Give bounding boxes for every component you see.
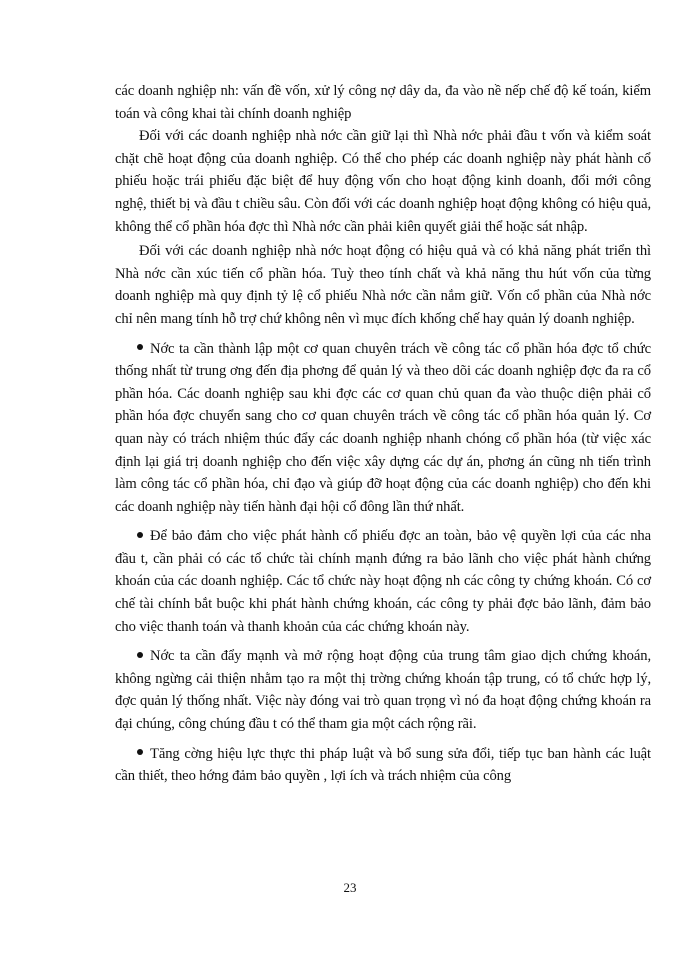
paragraph-state-enterprises-retained: Đối với các doanh nghiệp nhà nớc cần giữ lại thì Nhà nớc phải đầu t vốn và kiểm soát chặt chẽ hoạt động của doanh nghiệp. Có thể cho phép các doanh nghiệp này phát hành cổ phiếu hoặc trái phiếu đặc biệt để huy động vốn cho hoạt động kinh doanh, đổi mới công nghệ, thiết bị và đầu t chiều sâu. Còn đối với các doanh nghiệp hoạt động không có hiệu quả, không thể cổ phần hóa đợc thì Nhà nớc cần phải kiên quyết giải thể hoặc sát nhập.: [115, 128, 651, 235]
bullet-item-text: Nớc ta cần đẩy mạnh và mở rộng hoạt động của trung tâm giao dịch chứng khoán, không ngừng cải thiện nhằm tạo ra một thị trờng chứng khoán tập trung, có tổ chức hợp lý, đợc quản lý thống nhất. Việc này đóng vai trò quan trọng vì nó đa hoạt động chứng khoán ra đại chúng, công chúng đầu t có thể tham gia một cách rộng rãi.: [115, 648, 651, 733]
bullet-item-text: Để bảo đảm cho việc phát hành cổ phiếu đợc an toàn, bảo vệ quyền lợi của các nha đầu t, cần phải có các tổ chức tài chính mạnh đứng ra bảo lãnh cho việc phát hành chứng khoán của các doanh nghiệp. Các tổ chức này hoạt động nh các công ty chứng khoán. Có cơ chế tài chính bắt buộc khi phát hành chứng khoán, các công ty phải đợc bảo lãnh, đảm bảo cho việc thanh toán và thanh khoản của các chứng khoán này.: [115, 528, 651, 635]
page-number: 23: [343, 880, 357, 895]
bullet-item-financial-guarantee: [115, 525, 651, 638]
bullet-item-text: Tăng cờng hiệu lực thực thi pháp luật và bổ sung sửa đổi, tiếp tục ban hành các luật cần thiết, theo hớng đảm bảo quyền , lợi ích và trách nhiệm của công: [115, 745, 651, 785]
document-body: [115, 80, 651, 790]
paragraph-continuation: các doanh nghiệp nh: vấn đề vốn, xử lý công nợ dây da, đa vào nề nếp chế độ kế toán, kiểm toán và công khai tài chính doanh nghiệp: [115, 83, 651, 122]
paragraph-state-enterprises-efficient: Đối với các doanh nghiệp nhà nớc hoạt động có hiệu quả và có khả năng phát triển thì Nhà nớc cần xúc tiến cổ phần hóa. Tuỳ theo tính chất và khả năng thu hút vốn của từng doanh nghiệp mà quy định tỷ lệ cổ phiếu Nhà nớc cần nắm giữ. Vốn cổ phần của Nhà nớc chỉ nên mang tính hỗ trợ chứ không nên vì mục đích khống chế hay quản lý doanh nghiệp.: [115, 243, 651, 327]
bullet-icon: [137, 532, 143, 538]
bullet-item-specialized-agency: [115, 338, 651, 519]
bullet-icon: [137, 344, 143, 350]
bullet-icon: [137, 652, 143, 658]
bullet-icon: [137, 749, 143, 755]
bullet-item-text: Nớc ta cần thành lập một cơ quan chuyên trách về công tác cổ phần hóa đợc tổ chức thống nhất từ trung ơng đến địa phơng để quản lý và theo dõi các doanh nghiệp đợc đa ra cổ phần hóa. Các doanh nghiệp sau khi đợc các cơ quan chủ quan đa vào thuộc diện phải cổ phần hóa đợc chuyển sang cho cơ quan chuyên trách về công tác cổ phần hóa quản lý. Cơ quan này có trách nhiệm thúc đẩy các doanh nghiệp nhanh chóng cổ phần hóa (từ việc xác định lại giá trị doanh nghiệp cho đến việc xây dựng các dự án, phơng án cũng nh tiến trình làm công tác cổ phần hóa, chỉ đạo và giúp đỡ hoạt động của các doanh nghiệp) cho đến khi các doanh nghiệp này tiến hành đại hội cổ đông lần thứ nhất.: [115, 340, 651, 515]
bullet-item-trading-center: [115, 645, 651, 735]
bullet-item-law-enforcement: [115, 743, 651, 788]
